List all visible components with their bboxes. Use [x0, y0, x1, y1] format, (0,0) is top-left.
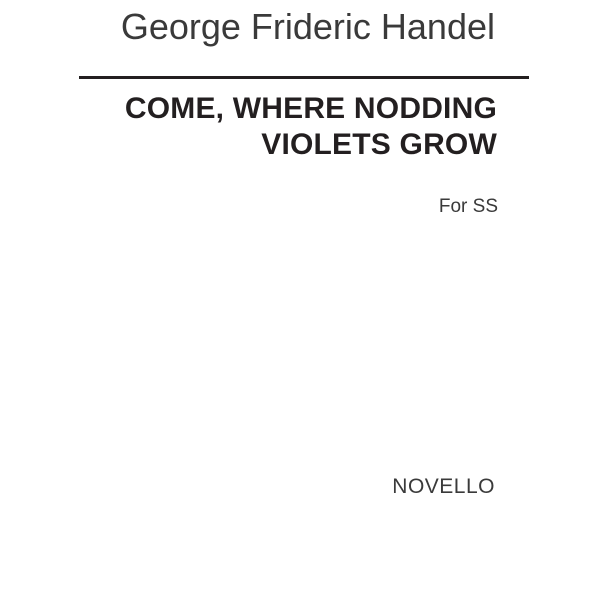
divider-line [79, 76, 529, 79]
work-title-line-2: VIOLETS GROW [261, 128, 497, 161]
scoring-label: For SS [438, 196, 498, 217]
publisher-wordmark: NOVELLO [392, 475, 495, 498]
work-title-line-1: COME, WHERE NODDING [124, 92, 497, 125]
work-title [125, 91, 497, 163]
composer-name: George Frideric Handel [120, 6, 495, 47]
